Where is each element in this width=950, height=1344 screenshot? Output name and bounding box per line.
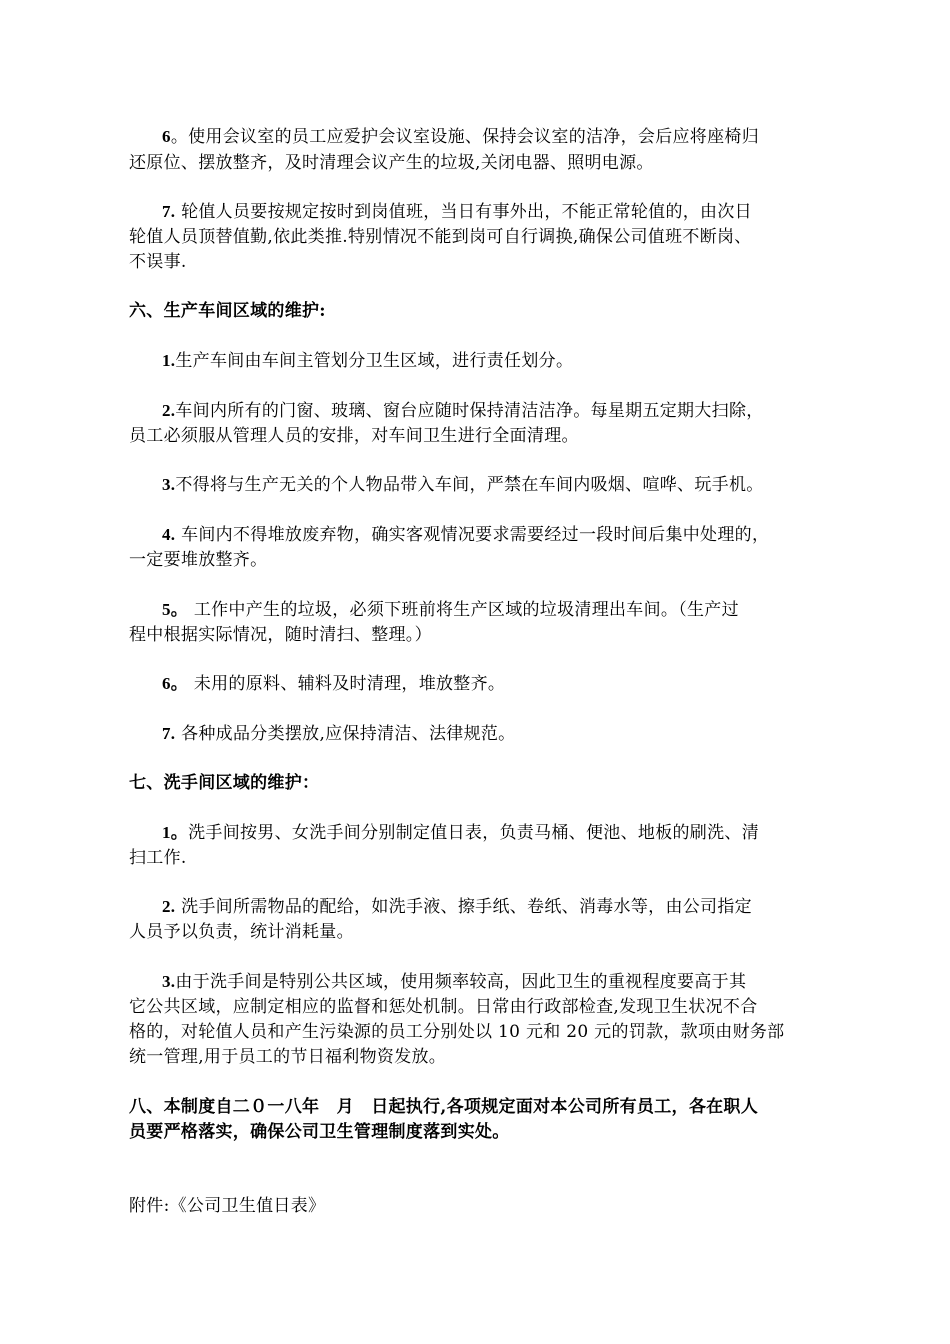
item-number: 3. — [162, 972, 176, 991]
sec6-item3-line1 — [162, 474, 764, 496]
sec7-item3-line3: 格的，对轮值人员和产生污染源的员工分别处以 10 元和 20 元的罚款，款项由财务部 — [129, 1022, 785, 1042]
paragraph-text: 未用的原料、辅料及时清理，堆放整齐。 — [188, 674, 506, 694]
sec6-item4-line1 — [162, 524, 769, 546]
section-7-heading: 七、洗手间区域的维护： — [129, 773, 320, 793]
paragraph-text: 由于洗手间是特别公共区域，使用频率较高，因此卫生的重视程度要高于其 — [175, 972, 747, 992]
sec6-item5-line2: 程中根据实际情况，随时清扫、整理。） — [129, 625, 432, 645]
sec7-item2-line1 — [162, 896, 752, 918]
item-number: 1. — [162, 351, 176, 370]
item-number: 7. — [162, 724, 176, 743]
sec7-item3-line4: 统一管理,用于员工的节日福利物资发放。 — [129, 1047, 447, 1067]
sec6-item1-line1 — [162, 350, 573, 372]
sec7-item1-line2: 扫工作. — [129, 848, 187, 868]
paragraph-text: 工作中产生的垃圾，必须下班前将生产区域的垃圾清理出车间。（生产过 — [188, 600, 739, 620]
sec5-item6-line1 — [162, 126, 759, 148]
paragraph-text: 洗手间按男、女洗手间分别制定值日表，负责马桶、便池、地板的刷洗、清 — [188, 823, 760, 843]
sec7-item2-line2: 人员予以负责，统计消耗量。 — [129, 922, 354, 942]
paragraph-text: 。使用会议室的员工应爱护会议室设施、保持会议室的洁净，会后应将座椅归 — [170, 127, 760, 147]
paragraph-text: 洗手间所需物品的配给，如洗手液、擦手纸、卷纸、消毒水等，由公司指定 — [175, 897, 752, 917]
attachment-note: 附件:《公司卫生值日表》 — [129, 1196, 326, 1216]
sec6-item7-line1 — [162, 723, 515, 745]
item-number: 3. — [162, 475, 176, 494]
paragraph-text: 不得将与生产无关的个人物品带入车间，严禁在车间内吸烟、喧哗、玩手机。 — [175, 475, 764, 495]
paragraph-text: 车间内所有的门窗、玻璃、窗台应随时保持清洁洁净。每星期五定期大扫除， — [175, 401, 764, 421]
item-number: 2. — [162, 401, 176, 420]
sec7-item3-line1 — [162, 971, 746, 993]
item-number: 6。 — [162, 674, 189, 693]
sec5-item6-line2: 还原位、摆放整齐，及时清理会议产生的垃圾,关闭电器、照明电源。 — [129, 153, 654, 173]
sec5-item7-line1 — [162, 201, 752, 223]
section-6-heading: 六、生产车间区域的维护: — [129, 301, 326, 321]
sec6-item5-line1 — [162, 599, 739, 621]
paragraph-text: 轮值人员要按规定按时到岗值班，当日有事外出，不能正常轮值的，由次日 — [175, 202, 752, 222]
item-number: 6 — [162, 127, 171, 146]
sec5-item7-line3: 不误事. — [129, 252, 187, 272]
item-number: 4. — [162, 525, 176, 544]
item-number: 7. — [162, 202, 176, 221]
sec6-item6-line1 — [162, 673, 505, 695]
sec5-item7-line2: 轮值人员顶替值勤,依此类推.特别情况不能到岗可自行调换,确保公司值班不断岗、 — [129, 227, 752, 247]
sec6-item2-line1 — [162, 400, 764, 422]
paragraph-text: 车间内不得堆放废弃物，确实客观情况要求需要经过一段时间后集中处理的， — [175, 525, 770, 545]
item-number: 2. — [162, 897, 176, 916]
section-8-line1: 八、本制度自二０一八年 月 日起执行,各项规定面对本公司所有员工，各在职人 — [129, 1097, 759, 1117]
paragraph-text: 各种成品分类摆放,应保持清洁、法律规范。 — [175, 724, 516, 744]
paragraph-text: 生产车间由车间主管划分卫生区域，进行责任划分。 — [175, 351, 574, 371]
section-8-line2: 员要严格落实，确保公司卫生管理制度落到实处。 — [129, 1122, 510, 1142]
sec6-item4-line2: 一定要堆放整齐。 — [129, 550, 268, 570]
item-number: 1。 — [162, 823, 189, 842]
item-number: 5。 — [162, 600, 189, 619]
sec6-item2-line2: 员工必须服从管理人员的安排，对车间卫生进行全面清理。 — [129, 426, 579, 446]
sec7-item1-line1 — [162, 822, 759, 844]
sec7-item3-line2: 它公共区域，应制定相应的监督和惩处机制。日常由行政部检查,发现卫生状况不合 — [129, 997, 758, 1017]
